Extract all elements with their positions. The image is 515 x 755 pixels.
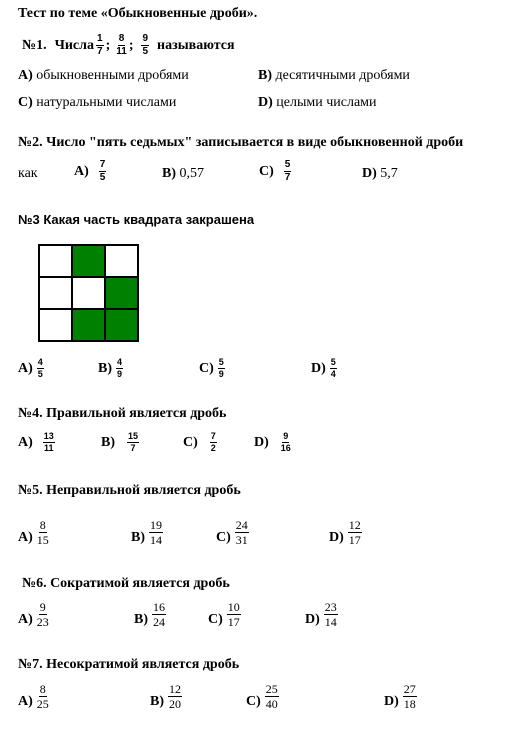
grid-cell-2-2-shaded xyxy=(105,309,138,341)
q5-option-a[interactable]: А) $\frac{8}{15}$ xyxy=(18,518,49,547)
q7-option-c[interactable]: С) $\frac{25}{40}$ xyxy=(246,682,278,711)
q3-option-c[interactable]: С) $\frac{5}{9}$ xyxy=(199,357,224,379)
q4-option-b[interactable]: В) $\frac{15}{7}$ xyxy=(101,431,139,453)
q7-option-a[interactable]: А) $\frac{8}{25}$ xyxy=(18,682,49,711)
grid-cell-1-0 xyxy=(39,277,72,309)
grid-cell-2-0 xyxy=(39,309,72,341)
q2-option-d[interactable]: D) 5,7 xyxy=(362,166,398,181)
q4-option-a[interactable]: А) $\frac{13}{11}$ xyxy=(18,431,54,453)
q2-option-a[interactable]: А) $\frac{7}{5}$ xyxy=(74,159,106,183)
q4-prompt: №4. Правильной является дробь xyxy=(18,406,227,421)
q6-option-b[interactable]: В) $\frac{16}{24}$ xyxy=(134,600,165,629)
shaded-square-grid xyxy=(38,244,139,342)
q4-option-d[interactable]: D) $\frac{9}{16}$ xyxy=(254,431,291,453)
q2-lead: как xyxy=(18,166,38,181)
q5-option-c[interactable]: С) $\frac{24}{31}$ xyxy=(216,518,248,547)
q1-fraction-3: $\frac{9}{5}$ xyxy=(142,33,149,57)
q7-option-d[interactable]: D) $\frac{27}{18}$ xyxy=(384,682,416,711)
q2-option-c[interactable]: С) $\frac{5}{7}$ xyxy=(259,159,291,183)
q5-option-b[interactable]: В) $\frac{19}{14}$ xyxy=(131,518,162,547)
q1-sep-2: ; xyxy=(128,37,134,53)
grid-cell-0-2 xyxy=(105,245,138,277)
q1-fraction-1: $\frac{1}{7}$ xyxy=(97,33,103,57)
q1-option-b[interactable]: В) десятичными дробями xyxy=(258,68,410,83)
q5-prompt: №5. Неправильной является дробь xyxy=(18,483,241,498)
q1-option-d[interactable]: D) целыми числами xyxy=(258,95,377,110)
grid-cell-1-1 xyxy=(72,277,105,309)
grid-cell-0-0 xyxy=(39,245,72,277)
grid-cell-1-2-shaded xyxy=(105,277,138,309)
grid-cell-2-1-shaded xyxy=(72,309,105,341)
q1-prompt xyxy=(22,34,235,57)
q3-option-d[interactable]: D) $\frac{5}{4}$ xyxy=(311,357,336,379)
q6-option-d[interactable]: D) $\frac{23}{14}$ xyxy=(305,600,337,629)
q1-fraction-2: $\frac{8}{11}$ xyxy=(116,33,127,57)
q4-option-c[interactable]: С) $\frac{7}{2}$ xyxy=(183,431,216,453)
q3-option-a[interactable]: А) $\frac{4}{5}$ xyxy=(18,357,43,379)
q1-number: №1. xyxy=(22,37,47,53)
q3-option-b[interactable]: В) $\frac{4}{9}$ xyxy=(98,357,123,379)
q1-tail: называются xyxy=(157,37,235,53)
q7-prompt: №7. Несократимой является дробь xyxy=(18,657,240,672)
q6-option-a[interactable]: А) $\frac{9}{23}$ xyxy=(18,600,49,629)
q1-option-c[interactable]: С) натуральными числами xyxy=(18,95,177,110)
q6-prompt: №6. Сократимой является дробь xyxy=(22,576,230,591)
q3-prompt: №3 Какая часть квадрата закрашена xyxy=(18,212,255,227)
q5-option-d[interactable]: D) $\frac{12}{17}$ xyxy=(329,518,361,547)
q1-option-a[interactable]: А) обыкновенными дробями xyxy=(18,68,189,83)
q7-option-b[interactable]: В) $\frac{12}{20}$ xyxy=(150,682,181,711)
page-title: Тест по теме «Обыкновенные дроби». xyxy=(18,6,258,21)
q1-sep-1: ; xyxy=(105,37,111,53)
q6-option-c[interactable]: С) $\frac{10}{17}$ xyxy=(208,600,240,629)
q2-prompt: №2. Число "пять седьмых" записывается в виде обыкновенной дроби xyxy=(18,135,464,150)
q2-option-b[interactable]: В) 0,57 xyxy=(162,166,204,181)
q1-lead: Числа xyxy=(54,37,94,53)
grid-cell-0-1-shaded xyxy=(72,245,105,277)
